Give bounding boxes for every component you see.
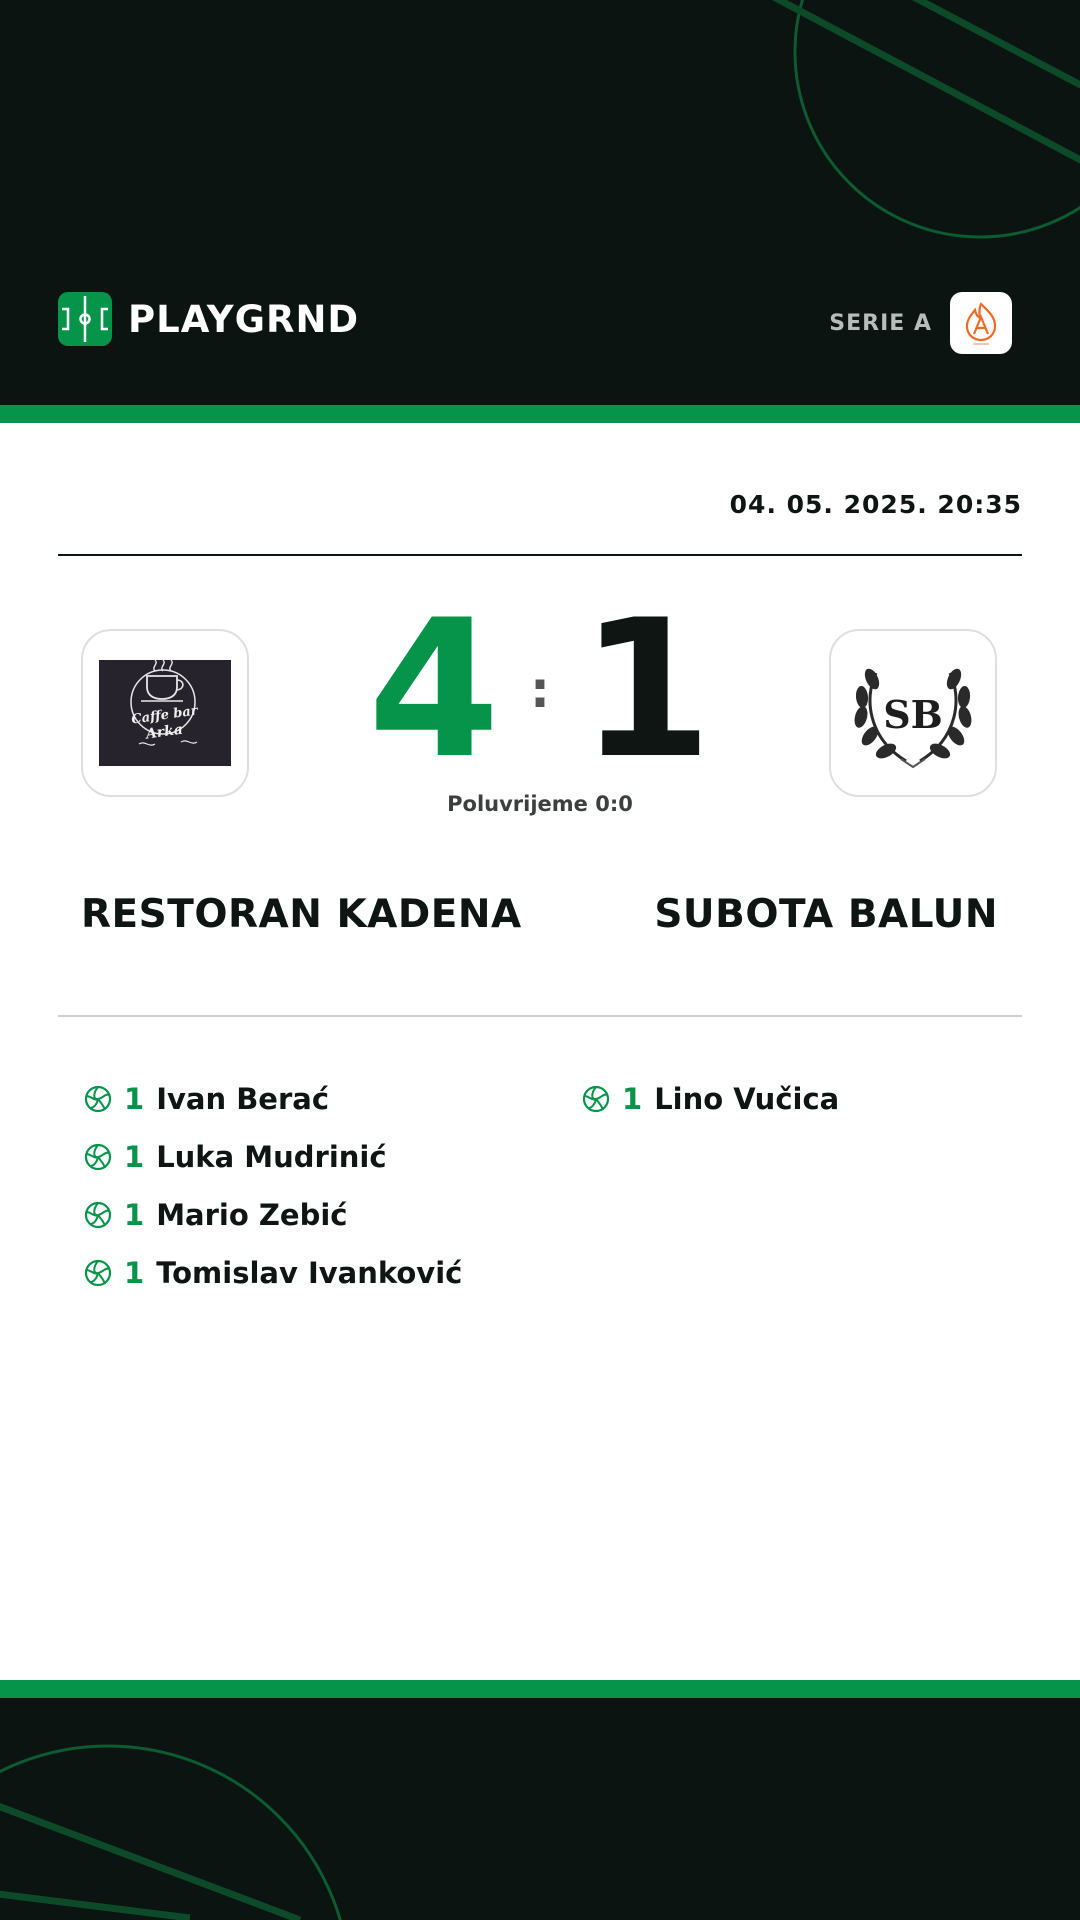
- home-team-logo: [81, 629, 249, 797]
- pitch-icon: [58, 292, 112, 346]
- scorer-row: [84, 1186, 462, 1244]
- footer-banner: [0, 1698, 1080, 1920]
- scorer-row: [582, 1070, 839, 1128]
- football-icon: [84, 1085, 112, 1113]
- score-separator: :: [530, 661, 550, 719]
- away-team-logo: [829, 629, 997, 797]
- scorer-goals: 1: [124, 1140, 145, 1174]
- home-team-name: RESTORAN KADENA: [81, 892, 522, 937]
- scorer-name: Mario Zebić: [156, 1198, 348, 1232]
- football-icon: [84, 1143, 112, 1171]
- away-scorers-list: [582, 1070, 839, 1128]
- home-score: 4: [367, 579, 500, 800]
- league-name: SERIE A: [829, 310, 932, 336]
- away-team-name: SUBOTA BALUN: [654, 892, 998, 937]
- scorer-goals: 1: [124, 1256, 145, 1290]
- scorer-goals: 1: [124, 1198, 145, 1232]
- home-scorers-list: [84, 1070, 462, 1302]
- away-logo-text: SB: [883, 692, 943, 737]
- header-stripe: [0, 405, 1080, 423]
- scoreboard: [340, 579, 740, 800]
- scorer-name: Lino Vučica: [654, 1082, 840, 1116]
- match-datetime: 04. 05. 2025. 20:35: [729, 490, 1022, 519]
- scorer-row: [84, 1244, 462, 1302]
- football-icon: [84, 1201, 112, 1229]
- header-banner: [0, 0, 1080, 405]
- scorer-goals: 1: [124, 1082, 145, 1116]
- football-icon: [582, 1085, 610, 1113]
- halftime-score: Poluvrijeme 0:0: [447, 792, 633, 816]
- pitch-decoration: [0, 1698, 1080, 1920]
- away-score: 1: [580, 579, 713, 800]
- football-icon: [84, 1259, 112, 1287]
- brand-name: PLAYGRND: [128, 297, 360, 341]
- flame-a-logo-icon: [950, 292, 1012, 354]
- scorer-row: [84, 1128, 462, 1186]
- scorer-goals: 1: [622, 1082, 643, 1116]
- divider: [58, 554, 1022, 556]
- league: [829, 292, 1012, 354]
- home-logo-line-2: Arka: [145, 721, 184, 743]
- brand: [58, 292, 359, 346]
- scorer-name: Luka Mudrinić: [156, 1140, 387, 1174]
- home-logo-line-1: Caffe bar: [130, 703, 199, 728]
- scorer-name: Ivan Berać: [156, 1082, 330, 1116]
- divider: [58, 1015, 1022, 1017]
- scorer-name: Tomislav Ivanković: [156, 1256, 463, 1290]
- scorer-row: [84, 1070, 462, 1128]
- footer-stripe: [0, 1680, 1080, 1698]
